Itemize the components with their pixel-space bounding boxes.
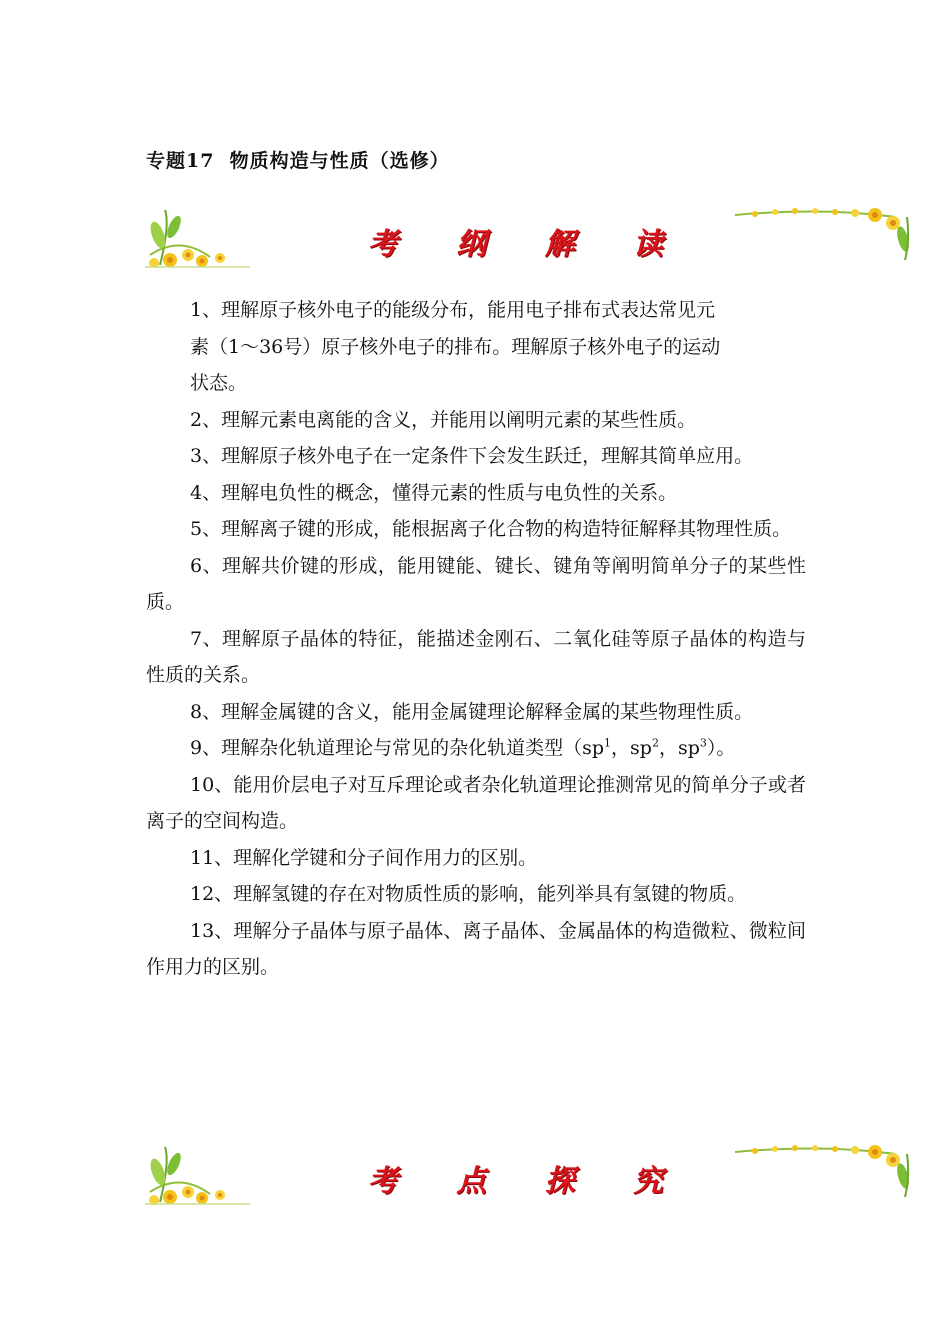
list-item: 11、理解化学键和分子间作用力的区别。 <box>190 846 538 869</box>
list-item: 6、理解共价键的形成，能用键能、键长、键角等阐明简单分子的某些性质。 <box>146 554 806 613</box>
banner-kaogang <box>140 205 915 275</box>
list-item: 2、理解元素电离能的含义，并能用以阐明元素的某些性质。 <box>190 408 697 431</box>
list-item: 9、理解杂化轨道理论与常见的杂化轨道类型（$sp^1$，$sp^2$，$sp^3$）。 <box>190 736 736 759</box>
list-item: 7、理解原子晶体的特征，能描述金刚石、二氧化硅等原子晶体的构造与性质的关系。 <box>146 627 806 686</box>
list-item: 8、理解金属键的含义，能用金属键理论解释金属的某些物理性质。 <box>190 700 754 723</box>
list-item: 13、理解分子晶体与原子晶体、离子晶体、金属晶体的构造微粒、微粒间作用力的区别。 <box>146 919 806 978</box>
banner-kaodian <box>140 1142 915 1212</box>
banner-title-kaodian: 考 点 探 究 <box>367 1164 688 1199</box>
list-item: 1、理解原子核外电子的能级分布，能用电子排布式表达常见元 素（1～36号）原子核外电子的排布。理解原子核外电子的运动 状态。 <box>190 299 721 394</box>
page-title: 专题17 物质构造与性质（选修） <box>146 150 450 172</box>
banner-title-kaogang: 考 纲 解 读 <box>367 227 688 262</box>
list-item: 3、理解原子核外电子在一定条件下会发生跃迁，理解其简单应用。 <box>190 445 754 467</box>
list-item: 12、理解氢键的存在对物质性质的影响，能列举具有氢键的物质。 <box>190 883 747 905</box>
list-item: 10、能用价层电子对互斥理论或者杂化轨道理论推测常见的简单分子或者离子的空间构造。 <box>146 773 806 832</box>
outline-content <box>146 292 806 986</box>
list-item: 5、理解离子键的形成，能根据离子化合物的构造特征解释其物理性质。 <box>190 518 792 540</box>
list-item: 4、理解电负性的概念，懂得元素的性质与电负性的关系。 <box>190 481 678 504</box>
